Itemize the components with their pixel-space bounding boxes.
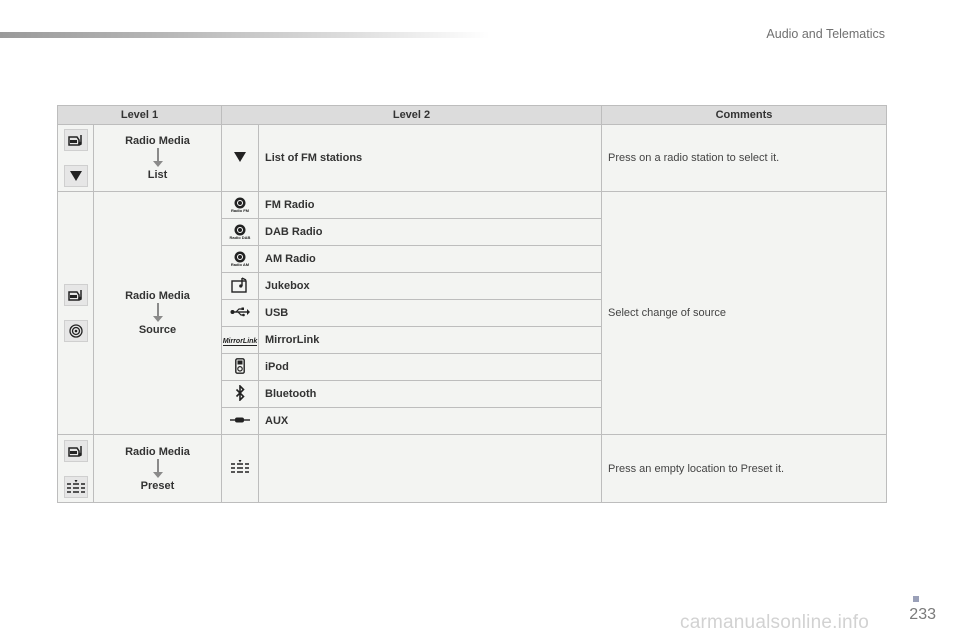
header-comments: Comments — [602, 106, 887, 125]
level2-icon-cell — [222, 192, 259, 219]
source-item-label: DAB Radio — [259, 219, 602, 246]
source-icon — [64, 320, 88, 342]
table-row-source — [58, 192, 887, 219]
radio-media-icon — [64, 284, 88, 306]
source-item-label: Bluetooth — [259, 381, 602, 408]
list-icon — [234, 152, 246, 162]
path-top-label: Radio Media — [125, 290, 190, 302]
path-top-label: Radio Media — [125, 135, 190, 147]
level1-path-cell — [94, 125, 222, 192]
level2-icon-cell — [222, 246, 259, 273]
level1-path-cell — [94, 435, 222, 503]
jukebox-icon — [231, 277, 249, 293]
comment-text: Select change of source — [602, 192, 887, 435]
watermark: carmanualsonline.info — [680, 612, 870, 633]
level2-icon-cell — [222, 435, 259, 503]
page-number: 233 — [909, 606, 936, 623]
radio-media-icon — [64, 129, 88, 151]
radio-fm-icon: Radio FM — [222, 197, 258, 213]
menu-reference-table — [57, 105, 887, 503]
source-item-label: AM Radio — [259, 246, 602, 273]
radio-media-icon — [64, 440, 88, 462]
source-item-label: Jukebox — [259, 273, 602, 300]
level2-icon-cell — [222, 300, 259, 327]
level2-icon-cell — [222, 219, 259, 246]
source-item-label: AUX — [259, 408, 602, 435]
table-row-preset — [58, 435, 887, 503]
bluetooth-icon — [235, 385, 245, 401]
aux-icon — [230, 416, 250, 424]
path-bottom-label: List — [147, 169, 168, 181]
list-icon — [64, 165, 88, 187]
level2-label: List of FM stations — [259, 125, 602, 192]
source-item-label: iPod — [259, 354, 602, 381]
level2-icon-cell — [222, 125, 259, 192]
table-row-list — [58, 125, 887, 192]
path-bottom-label: Source — [138, 324, 177, 336]
preset-icon — [64, 476, 88, 498]
level2-icon-cell — [222, 327, 259, 354]
source-item-label: USB — [259, 300, 602, 327]
section-title: Audio and Telematics — [766, 27, 885, 41]
header-level2: Level 2 — [222, 106, 602, 125]
page-marker — [913, 596, 919, 602]
level2-icon-cell — [222, 273, 259, 300]
arrow-down-icon — [152, 459, 164, 479]
table-header-row — [58, 106, 887, 125]
source-item-label: FM Radio — [259, 192, 602, 219]
radio-am-icon: Radio AM — [222, 251, 258, 267]
level1-path-cell — [94, 192, 222, 435]
level1-icons-cell — [58, 125, 94, 192]
source-item-label: MirrorLink — [259, 327, 602, 354]
header-gradient-bar — [0, 32, 490, 38]
ipod-icon — [235, 358, 245, 374]
arrow-down-icon — [152, 303, 164, 323]
level2-icon-cell — [222, 408, 259, 435]
path-bottom-label: Preset — [140, 479, 175, 492]
comment-text: Press an empty location to Preset it. — [602, 435, 887, 503]
level2-icon-cell — [222, 354, 259, 381]
level1-icons-cell — [58, 435, 94, 503]
level1-icons-cell — [58, 192, 94, 435]
preset-icon — [231, 460, 249, 474]
header-level1: Level 1 — [58, 106, 222, 125]
mirrorlink-icon: MirrorLink — [222, 338, 258, 345]
arrow-down-icon — [152, 148, 164, 168]
path-top-label: Radio Media — [125, 445, 190, 458]
level2-icon-cell — [222, 381, 259, 408]
usb-icon — [230, 307, 250, 317]
comment-text: Press on a radio station to select it. — [602, 125, 887, 192]
radio-dab-icon: Radio DAB — [222, 224, 258, 240]
level2-empty-cell — [259, 435, 602, 503]
